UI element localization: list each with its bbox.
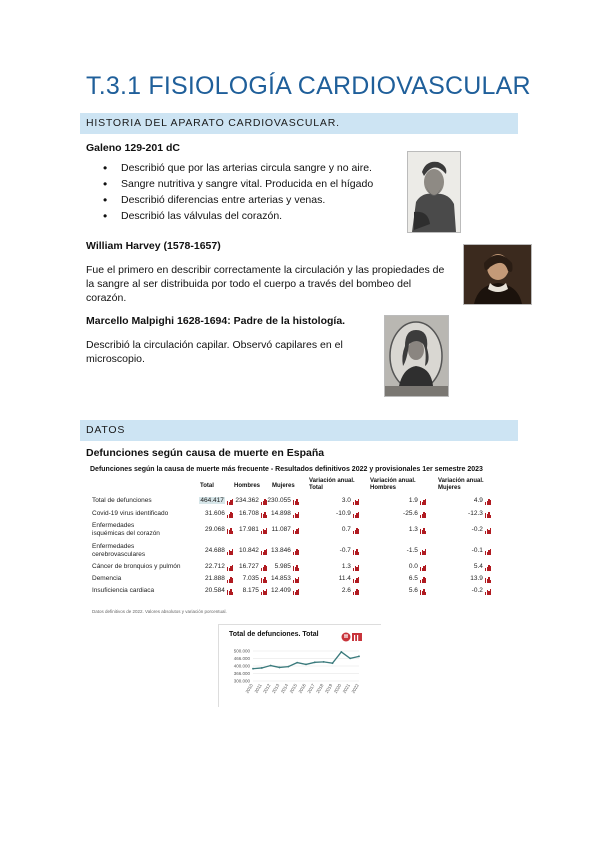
- table-cell-value: 7.035: [242, 575, 259, 582]
- table-cell-value: 8.175: [242, 587, 259, 594]
- table-header-hombres: Hombres: [234, 483, 261, 489]
- mini-bar-chart-icon[interactable]: [293, 511, 300, 517]
- y-tick-label: 500.000: [233, 648, 250, 654]
- table-cell-value: 14.853: [270, 575, 291, 582]
- table-cell-value: 20.584: [204, 587, 225, 594]
- data-point[interactable]: [287, 666, 289, 668]
- y-tick-label: 366.000: [233, 671, 250, 676]
- table-footnote: Datos definitivos de 2022. Valores absolutos y variación porcentual.: [92, 609, 227, 614]
- mini-bar-chart-icon[interactable]: [353, 576, 360, 582]
- mini-bar-chart-icon[interactable]: [293, 588, 300, 594]
- mini-bar-chart-icon[interactable]: [227, 548, 234, 554]
- harvey-paragraph: Fue el primero en describir correctamente la circulación y las propiedades de la sangre al ser distribuida por todo el cuerpo a través del bombeo del corazón.: [86, 264, 445, 304]
- x-tick-label: 2016: [297, 683, 307, 695]
- table-cell: [239, 510, 268, 517]
- table-cell-value: 13.9: [470, 575, 483, 582]
- table-cell: [470, 575, 492, 582]
- table-cell-value: 10.842: [238, 547, 259, 554]
- table-cell-value: -0.7: [339, 547, 351, 554]
- mini-bar-chart-icon[interactable]: [420, 548, 427, 554]
- mini-bar-chart-icon[interactable]: [485, 564, 492, 570]
- table-cell-value: 2.6: [341, 587, 351, 594]
- mini-bar-chart-icon[interactable]: [353, 548, 360, 554]
- x-tick-label: 2021: [341, 683, 352, 695]
- table-cell: [239, 563, 268, 570]
- data-point[interactable]: [270, 665, 272, 667]
- table-cell-value: 5.6: [408, 587, 418, 594]
- data-point[interactable]: [314, 661, 316, 663]
- list-item: • Sangre nutritiva y sangre vital. Producida en el hígado: [103, 176, 373, 192]
- list-item: • Describió que por las arterias circula sangre y no aire.: [103, 160, 373, 176]
- table-row-label: Demencia: [92, 575, 122, 582]
- mini-bar-chart-icon[interactable]: [261, 564, 268, 570]
- harvey-portrait-image: [463, 244, 532, 305]
- table-cell: [243, 587, 268, 594]
- table-cell-value: 24.688: [204, 547, 225, 554]
- mini-bar-chart-icon[interactable]: [420, 564, 427, 570]
- mini-bar-chart-icon[interactable]: [227, 511, 234, 517]
- x-tick-label: 2017: [306, 683, 316, 695]
- table-cell-value: 5.985: [274, 563, 291, 570]
- line-chart-svg: [219, 625, 379, 705]
- table-cell-value: -1.5: [406, 547, 418, 554]
- table-cell: [336, 510, 360, 517]
- mini-bar-chart-icon[interactable]: [485, 498, 492, 504]
- malpighi-paragraph: Describió la circulación capilar. Observó capilares en el microscopio.: [86, 339, 343, 365]
- table-cell-value: 5.4: [473, 563, 483, 570]
- x-tick-label: 2014: [279, 683, 290, 695]
- table-cell: [199, 497, 234, 504]
- x-tick-label: 2013: [271, 683, 281, 695]
- table-cell: [205, 575, 234, 582]
- data-point[interactable]: [305, 664, 307, 666]
- data-point[interactable]: [296, 662, 298, 664]
- table-cell-value: 0.0: [408, 563, 418, 570]
- list-item: • Describió diferencias entre arterias y venas.: [103, 192, 373, 208]
- table-cell: [407, 547, 427, 554]
- malpighi-heading: Marcello Malpighi 1628-1694: Padre de la histología.: [86, 315, 346, 327]
- table-cell: [342, 526, 360, 533]
- mini-bar-chart-icon[interactable]: [227, 527, 234, 533]
- data-point[interactable]: [323, 661, 325, 663]
- x-tick-label: 2010: [244, 683, 254, 695]
- section-header-historia: HISTORIA DEL APARATO CARDIOVASCULAR.: [80, 113, 518, 134]
- line-chart-panel: [218, 624, 381, 707]
- mini-bar-chart-icon[interactable]: [261, 548, 268, 554]
- data-point[interactable]: [332, 662, 334, 664]
- table-cell: [403, 510, 427, 517]
- mini-bar-chart-icon[interactable]: [485, 511, 492, 517]
- mini-bar-chart-icon[interactable]: [353, 511, 360, 517]
- table-cell-value: 16.708: [238, 510, 259, 517]
- x-tick-label: 2022: [350, 683, 360, 695]
- table-row-label: Insuficiencia cardiaca: [92, 587, 155, 594]
- table-cell: [409, 587, 427, 594]
- table-cell-value: 16.727: [238, 563, 259, 570]
- table-cell: [267, 497, 300, 504]
- table-cell: [271, 587, 300, 594]
- table-cell-value: -25.6: [403, 510, 418, 517]
- y-tick-label: 400.000: [233, 663, 250, 669]
- table-header-var-total: Variación anual. Total: [309, 478, 355, 491]
- table-cell-value: 230.055: [267, 497, 291, 504]
- mini-bar-chart-icon[interactable]: [293, 527, 300, 533]
- table-cell-value: 13.846: [270, 547, 291, 554]
- table-row-label: Covid-19 virus identificado: [92, 510, 169, 517]
- table-cell-value: 464.417: [200, 497, 224, 504]
- x-tick-label: 2011: [253, 683, 263, 694]
- table-cell-value: 11.4: [338, 575, 351, 582]
- data-point[interactable]: [279, 667, 281, 669]
- table-cell-value: 3.0: [341, 497, 351, 504]
- table-cell: [409, 563, 427, 570]
- mini-bar-chart-icon[interactable]: [353, 527, 360, 533]
- table-cell: [271, 510, 300, 517]
- x-tick-label: 2020: [332, 683, 343, 695]
- mini-bar-chart-icon[interactable]: [485, 527, 492, 533]
- mini-bar-chart-icon[interactable]: [353, 564, 360, 570]
- table-cell-value: 29.068: [204, 526, 225, 533]
- mini-bar-chart-icon[interactable]: [420, 511, 427, 517]
- table-cell: [409, 497, 427, 504]
- table-cell: [235, 497, 268, 504]
- mini-bar-chart-icon[interactable]: [353, 498, 360, 504]
- table-cell-value: 14.898: [270, 510, 291, 517]
- mini-bar-chart-icon[interactable]: [420, 576, 427, 582]
- table-cell: [205, 563, 234, 570]
- galeno-bullet-list: [103, 160, 373, 224]
- table-cell-value: 6.5: [408, 575, 418, 582]
- mini-bar-chart-icon[interactable]: [293, 576, 300, 582]
- y-tick-label: 300.000: [233, 678, 250, 684]
- table-cell-value: 21.888: [204, 575, 225, 582]
- table-cell: [342, 587, 360, 594]
- mini-bar-chart-icon[interactable]: [227, 498, 234, 504]
- mini-bar-chart-icon[interactable]: [261, 588, 268, 594]
- table-cell-value: -0.1: [471, 547, 483, 554]
- table-cell: [205, 547, 234, 554]
- table-cell-value: -0.2: [471, 587, 483, 594]
- table-cell: [205, 510, 234, 517]
- table-cell: [205, 526, 234, 533]
- table-cell-value: 1.3: [341, 563, 351, 570]
- table-cell: [472, 526, 492, 533]
- table-cell: [339, 575, 360, 582]
- list-item: • Describió las válvulas del corazón.: [103, 208, 373, 224]
- table-cell-value: 1.9: [408, 497, 418, 504]
- table-cell: [342, 497, 360, 504]
- y-tick-label: 466.000: [233, 656, 250, 661]
- table-cell: [275, 563, 300, 570]
- table-cell: [271, 547, 300, 554]
- table-cell-value: -0.2: [471, 526, 483, 533]
- chart-title: Total de defunciones. Total: [229, 631, 319, 638]
- mini-bar-chart-icon[interactable]: [293, 564, 300, 570]
- table-title: Defunciones según la causa de muerte más frecuente - Resultados definitivos 2022 y provisionales 1er semestre 2023: [90, 466, 483, 473]
- table-row-label: Enfermedades isquémicas del corazón: [92, 522, 160, 537]
- table-header-var-hombres: Variación anual. Hombres: [370, 478, 416, 491]
- mini-bar-chart-icon[interactable]: [227, 576, 234, 582]
- mini-bar-chart-icon[interactable]: [485, 548, 492, 554]
- mini-bar-chart-icon[interactable]: [227, 588, 234, 594]
- x-tick-label: 2012: [262, 683, 272, 695]
- x-tick-label: 2015: [288, 683, 299, 695]
- table-header-mujeres: Mujeres: [272, 483, 295, 489]
- table-header-var-mujeres: Variación anual. Mujeres: [438, 478, 484, 491]
- table-header-total: Total: [200, 483, 214, 489]
- table-cell-value: 17.981: [238, 526, 259, 533]
- table-row-label: Total de defunciones: [92, 497, 152, 504]
- mini-bar-chart-icon[interactable]: [353, 588, 360, 594]
- table-cell: [239, 547, 268, 554]
- table-cell-value: 11.087: [271, 526, 291, 533]
- mini-bar-chart-icon[interactable]: [261, 576, 268, 582]
- table-cell: [474, 497, 492, 504]
- malpighi-portrait-image: [384, 315, 449, 397]
- table-row-label: Cáncer de bronquios y pulmón: [92, 563, 181, 570]
- mini-bar-chart-icon[interactable]: [485, 576, 492, 582]
- table-cell: [243, 575, 268, 582]
- table-cell: [239, 526, 268, 533]
- x-tick-label: 2019: [324, 683, 334, 695]
- table-cell: [340, 547, 360, 554]
- table-cell: [271, 575, 300, 582]
- mini-bar-chart-icon[interactable]: [420, 527, 427, 533]
- mini-bar-chart-icon[interactable]: [485, 588, 492, 594]
- data-point[interactable]: [340, 651, 342, 653]
- data-point[interactable]: [349, 657, 351, 659]
- galeno-portrait-image: [407, 151, 461, 233]
- table-cell: [474, 563, 492, 570]
- table-cell: [342, 563, 360, 570]
- table-cell: [271, 526, 300, 533]
- mini-bar-chart-icon[interactable]: [420, 588, 427, 594]
- table-cell: [409, 575, 427, 582]
- table-cell: [468, 510, 492, 517]
- table-cell-value: 1.3: [408, 526, 418, 533]
- table-cell: [472, 547, 492, 554]
- datos-heading: Defunciones según causa de muerte en España: [86, 447, 325, 459]
- mini-bar-chart-icon[interactable]: [227, 564, 234, 570]
- table-row-label: Enfermedades cerebrovasculares: [92, 543, 146, 558]
- x-tick-label: 2018: [315, 683, 325, 695]
- page-title: T.3.1 FISIOLOGÍA CARDIOVASCULAR: [86, 72, 531, 100]
- table-cell-value: 12.409: [270, 587, 291, 594]
- table-cell-value: 22.712: [204, 563, 225, 570]
- table-cell-value: 0.7: [341, 526, 351, 533]
- mini-bar-chart-icon[interactable]: [293, 548, 300, 554]
- mini-bar-chart-icon[interactable]: [261, 511, 268, 517]
- table-cell: [409, 526, 427, 533]
- harvey-heading: William Harvey (1578-1657): [86, 240, 221, 252]
- table-cell-value: -10.9: [336, 510, 351, 517]
- galeno-heading: Galeno 129-201 dC: [86, 142, 180, 154]
- data-point[interactable]: [358, 655, 360, 657]
- table-cell-value: 4.9: [473, 497, 483, 504]
- mini-bar-chart-icon[interactable]: [261, 527, 268, 533]
- data-point[interactable]: [252, 668, 254, 670]
- section-header-datos: DATOS: [80, 420, 518, 441]
- table-cell-value: 31.606: [204, 510, 225, 517]
- table-cell: [205, 587, 234, 594]
- table-cell-value: 234.362: [235, 497, 259, 504]
- data-point[interactable]: [261, 667, 263, 669]
- mini-bar-chart-icon[interactable]: [420, 498, 427, 504]
- table-cell: [472, 587, 492, 594]
- mini-bar-chart-icon[interactable]: [293, 498, 300, 504]
- table-cell-value: -12.3: [468, 510, 483, 517]
